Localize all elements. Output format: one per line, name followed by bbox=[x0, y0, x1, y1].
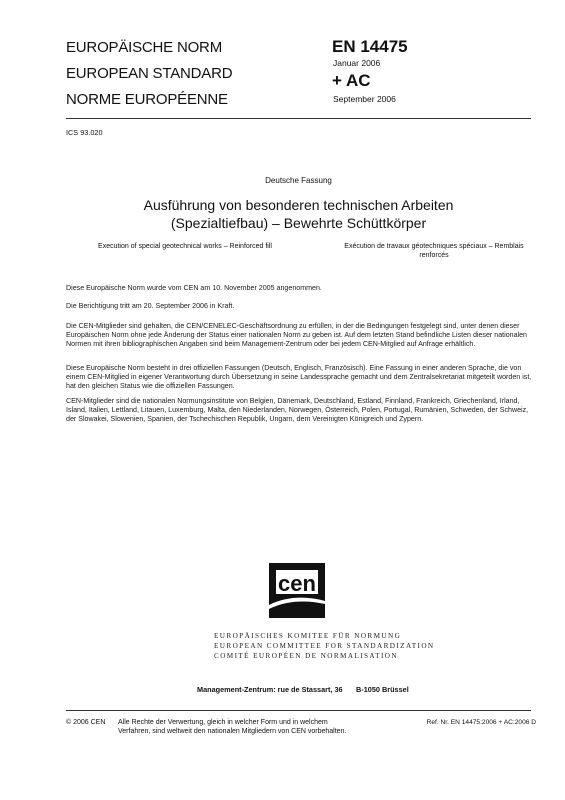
body-paragraph-members: CEN-Mitglieder sind die nationalen Normungsinstitute von Belgien, Dänemark, Deutschland, Estland, Finnland, Frankreich, Griechenland, Irland, Island, Italien, Lettland, Litauen, Luxemburg, Malta, den Niederlanden, Norwegen, Österreich, Polen, Portugal, Rumänien, Schweden, der Schweiz, der Slowakei, Slowenien, Spanien, der Tschechischen Republik, Ungarn, dem Vereinigten Königreich und Zypern. bbox=[66, 397, 529, 423]
org-name-fr: COMITÉ EUROPÉEN DE NORMALISATION bbox=[214, 652, 398, 660]
org-name-de: EUROPÄISCHES KOMITEE FÜR NORMUNG bbox=[214, 632, 402, 640]
cen-logo-mark bbox=[265, 563, 335, 618]
footer-divider bbox=[66, 710, 531, 711]
header-title-de: EUROPÄISCHE NORM bbox=[66, 39, 222, 56]
body-paragraph-correction: Die Berichtigung tritt am 20. September 2006 in Kraft. bbox=[66, 302, 235, 310]
document-title-line2: (Spezialtiefbau) – Bewehrte Schüttkörper bbox=[170, 215, 427, 231]
cen-logo-text: cen bbox=[278, 571, 316, 596]
standard-number: EN 14475 bbox=[332, 37, 408, 56]
document-title-line1: Ausführung von besonderen technischen Arbeiten bbox=[143, 197, 454, 213]
cen-logo bbox=[265, 563, 335, 618]
header-title-en: EUROPEAN STANDARD bbox=[66, 65, 233, 82]
ics-code: ICS 93.020 bbox=[66, 128, 103, 137]
publication-date: Januar 2006 bbox=[333, 58, 381, 68]
version-label: Deutsche Fassung bbox=[265, 176, 332, 185]
header-divider bbox=[66, 118, 531, 119]
subtitle-english: Execution of special geotechnical works – Reinforced fill bbox=[98, 243, 272, 250]
body-paragraph-versions: Diese Europäische Norm besteht in drei offiziellen Fassungen (Deutsch, Englisch, Französisch). Eine Fassung in einer anderen Sprache, die von einem CEN-Mitglied in eigener Verantwortung durch Übersetzung in seine Landessprache gemacht und dem Zentralsekretariat mitgeteilt worden ist, hat den gleichen Status wie die offiziellen Fassungen. bbox=[66, 364, 532, 390]
header-title-fr: NORME EUROPÉENNE bbox=[66, 91, 228, 108]
amendment-date: September 2006 bbox=[333, 94, 396, 104]
body-paragraph-regulations: Die CEN-Mitglieder sind gehalten, die CEN/CENELEC-Geschäftsordnung zu erfüllen, in der die Bedingungen festgelegt sind, unter denen dieser Europäischen Norm ohne jede Änderung der Status einer nationalen Norm zu geben ist. Auf dem letzten Stand befindliche Listen dieser nationalen Normen mit ihren bibliographischen Angaben sind beim Management-Zentrum oder bei jedem CEN-Mitglied auf Anfrage erhältlich. bbox=[66, 322, 527, 348]
footer-rights: Alle Rechte der Verwertung, gleich in welcher Form und in welchem Verfahren, sind weltweit den nationalen Mitgliedern von CEN vorbehalten. bbox=[118, 719, 347, 735]
management-centre-address: Management-Zentrum: rue de Stassart, 36 bbox=[197, 685, 343, 694]
amendment-label: + AC bbox=[332, 71, 371, 90]
footer-copyright: © 2006 CEN bbox=[66, 719, 106, 726]
footer-reference: Ref. Nr. EN 14475:2006 + AC:2006 D bbox=[426, 719, 536, 726]
org-name-en: EUROPEAN COMMITTEE FOR STANDARDIZATION bbox=[214, 642, 435, 650]
management-centre-city: B-1050 Brüssel bbox=[356, 685, 409, 694]
subtitle-french: Exécution de travaux géotechniques spéciaux – Remblais renforcés bbox=[344, 243, 524, 259]
body-paragraph-adoption: Diese Europäische Norm wurde vom CEN am 10. November 2005 angenommen. bbox=[66, 284, 322, 292]
